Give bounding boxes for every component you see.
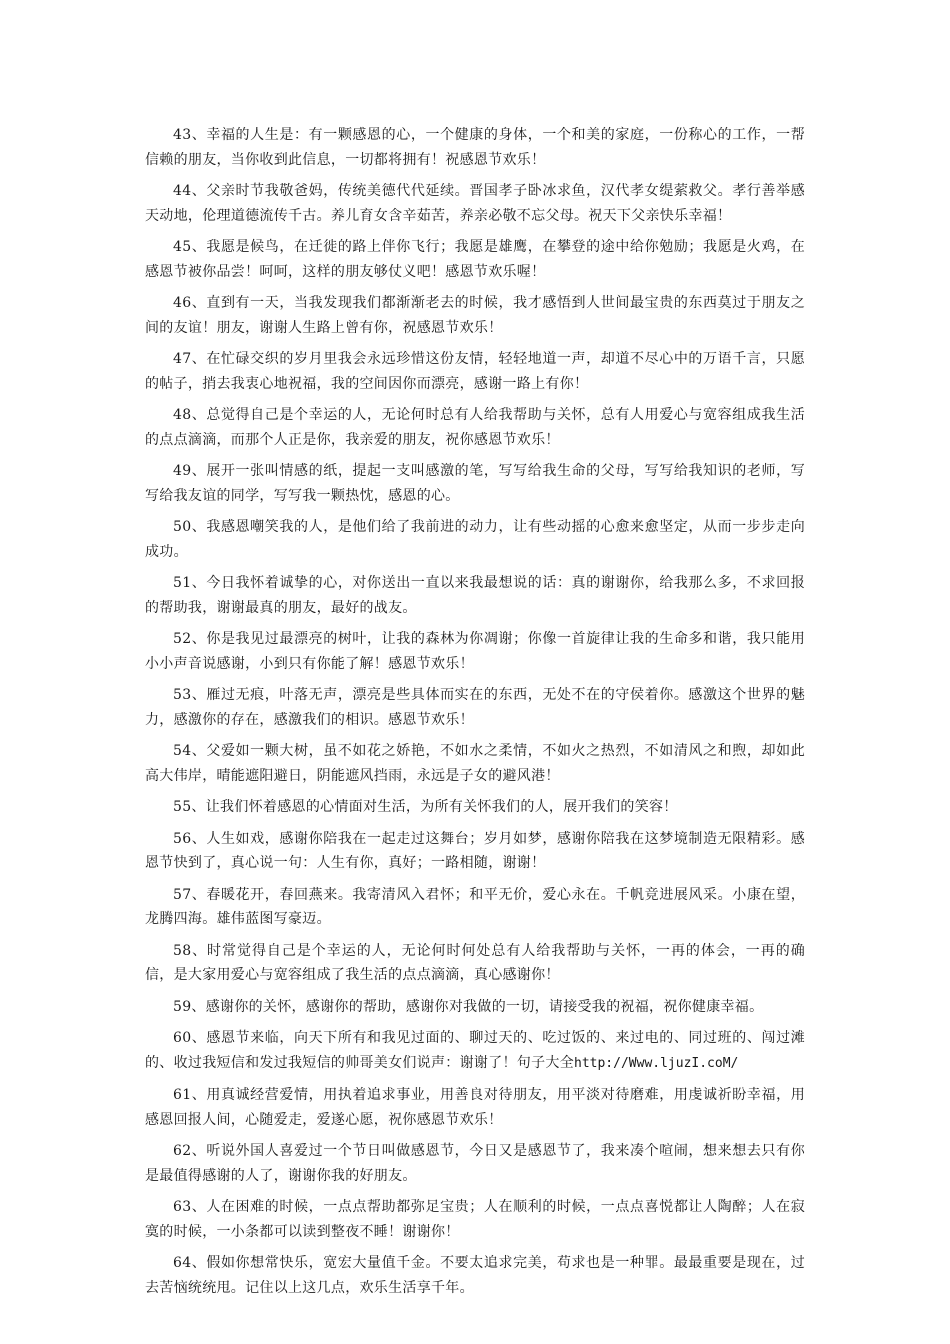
paragraph-49: 49、展开一张叫情感的纸，提起一支叫感激的笔，写写给我生命的父母，写写给我知识的老师，写写给我友谊的同学，写写我一颗热忱，感恩的心。 (145, 463, 805, 504)
source-url: http://Www.ljuzI.coM/ (574, 1055, 739, 1071)
paragraph-60-text: 60、感恩节来临，向天下所有和我见过面的、聊过天的、吃过饭的、来过电的、同过班的、闯过滩的、收过我短信和发过我短信的帅哥美女们说声：谢谢了！句子大全 (145, 1030, 805, 1071)
paragraph-53: 53、雁过无痕，叶落无声，漂亮是些具体而实在的东西，无处不在的守侯着你。感激这个世界的魅力，感激你的存在，感激我们的相识。感恩节欢乐！ (145, 687, 805, 728)
paragraph-59: 59、感谢你的关怀，感谢你的帮助，感谢你对我做的一切，请接受我的祝福，祝你健康幸福。 (173, 998, 764, 1015)
paragraph-56: 56、人生如戏，感谢你陪我在一起走过这舞台；岁月如梦，感谢你陪我在这梦境制造无限精彩。感恩节快到了，真心说一句：人生有你，真好；一路相随，谢谢！ (145, 830, 805, 871)
paragraph-64: 64、假如你想常快乐，宽宏大量值千金。不要太追求完美，苟求也是一种罪。最最重要是现在，过去苦恼统统甩。记住以上这几点，欢乐生活享千年。 (145, 1255, 805, 1296)
paragraph-57: 57、春暖花开，春回燕来。我寄清风入君怀；和平无价，爱心永在。千帆竞进展风采。小康在望，龙腾四海。雄伟蓝图写豪迈。 (145, 886, 805, 927)
paragraph-61: 61、用真诚经营爱情，用执着追求事业，用善良对待朋友，用平淡对待磨难，用虔诚祈盼幸福，用感恩回报人间，心随爱走，爱遂心愿，祝你感恩节欢乐！ (145, 1087, 805, 1128)
paragraph-45: 45、我愿是候鸟，在迁徙的路上伴你飞行；我愿是雄鹰，在攀登的途中给你勉励；我愿是火鸡，在感恩节被你品尝！呵呵，这样的朋友够仗义吧！感恩节欢乐喔！ (145, 239, 805, 280)
paragraph-54: 54、父爱如一颗大树，虽不如花之娇艳，不如水之柔情，不如火之热烈，不如清风之和煦，却如此高大伟岸，晴能遮阳避日，阴能遮风挡雨，永远是子女的避风港！ (145, 743, 805, 784)
paragraph-47: 47、在忙碌交织的岁月里我会永远珍惜这份友情，轻轻地道一声，却道不尽心中的万语千言，只愿的帖子，捎去我衷心地祝福，我的空间因你而漂亮，感谢一路上有你！ (145, 351, 805, 392)
paragraph-62: 62、听说外国人喜爱过一个节日叫做感恩节，今日又是感恩节了，我来凑个喧闹，想来想去只有你是最值得感谢的人了，谢谢你我的好朋友。 (145, 1143, 805, 1184)
document-body (145, 123, 805, 1307)
paragraph-48: 48、总觉得自己是个幸运的人，无论何时总有人给我帮助与关怀，总有人用爱心与宽容组成我生活的点点滴滴，而那个人正是你，我亲爱的朋友，祝你感恩节欢乐！ (145, 407, 805, 448)
paragraph-63: 63、人在困难的时候，一点点帮助都弥足宝贵；人在顺利的时候，一点点喜悦都让人陶醉；人在寂寞的时候，一小条都可以读到整夜不睡！谢谢你！ (145, 1199, 805, 1240)
paragraph-58: 58、时常觉得自己是个幸运的人，无论何时何处总有人给我帮助与关怀，一再的体会，一再的确信，是大家用爱心与宽容组成了我生活的点点滴滴，真心感谢你！ (145, 942, 805, 983)
paragraph-51: 51、今日我怀着诚挚的心，对你送出一直以来我最想说的话：真的谢谢你，给我那么多，不求回报的帮助我，谢谢最真的朋友，最好的战友。 (145, 575, 805, 616)
paragraph-46: 46、直到有一天，当我发现我们都渐渐老去的时候，我才感悟到人世间最宝贵的东西莫过于朋友之间的友谊！朋友，谢谢人生路上曾有你，祝感恩节欢乐！ (145, 295, 805, 336)
paragraph-43: 43、幸福的人生是：有一颗感恩的心，一个健康的身体，一个和美的家庭，一份称心的工作，一帮信赖的朋友，当你收到此信息，一切都将拥有！祝感恩节欢乐！ (145, 127, 805, 168)
paragraph-44: 44、父亲时节我敬爸妈，传统美德代代延续。晋国孝子卧冰求鱼，汉代孝女缇萦救父。孝行善举感天动地，伦理道德流传千古。养儿育女含辛茹苦，养亲必敬不忘父母。祝天下父亲快乐幸福！ (145, 183, 805, 224)
paragraph-55: 55、让我们怀着感恩的心情面对生活，为所有关怀我们的人，展开我们的笑容！ (173, 799, 678, 815)
paragraph-50: 50、我感恩嘲笑我的人，是他们给了我前进的动力，让有些动摇的心愈来愈坚定，从而一步步走向成功。 (145, 519, 805, 560)
paragraph-60 (145, 1026, 805, 1076)
paragraph-52: 52、你是我见过最漂亮的树叶，让我的森林为你凋谢；你像一首旋律让我的生命多和谐，我只能用小小声音说感谢，小到只有你能了解！感恩节欢乐！ (145, 631, 805, 672)
